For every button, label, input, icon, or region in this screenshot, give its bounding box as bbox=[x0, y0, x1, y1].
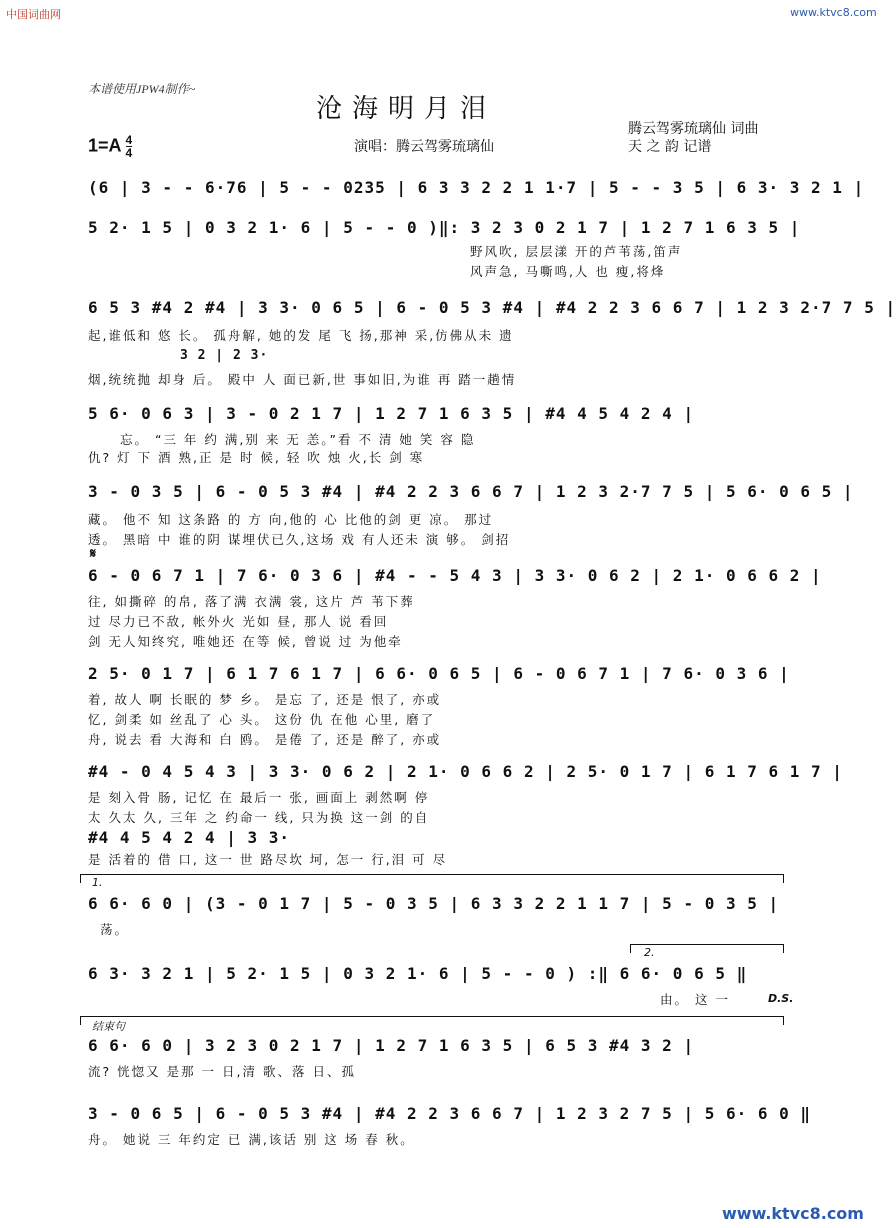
lyrics-row-3-verse-1: 起,谁低和 悠 长。 孤舟解, 她的发 尾 飞 扬,那神 采,仿佛从未 遗 bbox=[88, 328, 514, 343]
lyrics-row-5-verse-1: 藏。 他不 知 这条路 的 方 向,他的 心 比他的剑 更 凉。 那过 bbox=[88, 512, 494, 527]
page-title: 沧海明月泪 bbox=[316, 94, 497, 124]
notation-row-9: #4 4 5 4 2 4 | 3 3· bbox=[88, 828, 291, 847]
lyrics-row-6-verse-2: 过 尽力已不敌, 帐外火 光如 昼, 那人 说 看回 bbox=[88, 614, 389, 629]
time-signature bbox=[126, 134, 133, 159]
notation-row-11: 6 3· 3 2 1 | 5 2· 1 5 | 0 3 2 1· 6 | 5 - - 0 ) :‖ 6 6· 0 6 5 ‖ bbox=[88, 964, 748, 983]
lyrics-row-7-verse-2: 忆, 剑柔 如 丝乱了 心 头。 这份 仇 在他 心里, 磨了 bbox=[88, 712, 436, 727]
notation-row-12: 6 6· 6 0 | 3 2 3 0 2 1 7 | 1 2 7 1 6 3 5 | 6 5 3 #4 3 2 | bbox=[88, 1036, 695, 1055]
time-numerator: 4 bbox=[125, 133, 133, 147]
notation-row-1: (6 | 3 - - 6·76 | 5 - - 0235 | 6 3 3 2 2 1 1·7 | 5 - - 3 5 | 6 3· 3 2 1 | bbox=[88, 178, 865, 197]
lyrics-row-7-verse-1: 着, 故人 啊 长眠的 梦 乡。 是忘 了, 还是 恨了, 亦或 bbox=[88, 692, 442, 707]
notation-row-4: 5 6· 0 6 3 | 3 - 0 2 1 7 | 1 2 7 1 6 3 5 | #4 4 5 4 2 4 | bbox=[88, 404, 695, 423]
lyrics-row-5-verse-2: 透。 黑暗 中 谁的阴 谋埋伏已久,这场 戏 有人还未 演 够。 剑招 bbox=[88, 532, 511, 547]
volta-2-label: 2. bbox=[644, 946, 655, 959]
lyrics-row-8-verse-2: 太 久太 久, 三年 之 约命一 线, 只为换 这一剑 的自 bbox=[88, 810, 430, 825]
notation-row-8: #4 - 0 4 5 4 3 | 3 3· 0 6 2 | 2 1· 0 6 6 2 | 2 5· 0 1 7 | 6 1 7 6 1 7 | bbox=[88, 762, 843, 781]
lyrics-row-6-verse-1: 往, 如撕碎 的帛, 落了满 衣满 裳, 这片 芦 苇下葬 bbox=[88, 594, 415, 609]
watermark-bottom: www.ktvc8.com bbox=[722, 1204, 864, 1223]
key-signature bbox=[88, 134, 132, 159]
lyrics-row-7-verse-3: 舟, 说去 看 大海和 白 鸥。 是倦 了, 还是 醉了, 亦或 bbox=[88, 732, 442, 747]
volta-1-label: 1. bbox=[92, 876, 103, 889]
transcriber-credit: 天 之 韵 记谱 bbox=[628, 139, 712, 155]
notation-row-5: 3 - 0 3 5 | 6 - 0 5 3 #4 | #4 2 2 3 6 6 7 | 1 2 3 2·7 7 5 | 5 6· 0 6 5 | bbox=[88, 482, 854, 501]
segno-sign: 𝄋 bbox=[90, 546, 97, 562]
notation-row-10: 6 6· 6 0 | (3 - 0 1 7 | 5 - 0 3 5 | 6 3 3 2 2 1 1 7 | 5 - 0 3 5 | bbox=[88, 894, 780, 913]
lyrics-row-6-verse-3: 剑 无人知终究, 唯她还 在等 候, 曾说 过 为他牵 bbox=[88, 634, 403, 649]
lyrics-row-11: 由。 这 一 bbox=[660, 992, 730, 1007]
lyrics-row-2-verse-1: 野风吹, 层层漾 开的芦苇荡,笛声 bbox=[470, 244, 683, 259]
notation-row-6: 6 - 0 6 7 1 | 7 6· 0 3 6 | #4 - - 5 4 3 | 3 3· 0 6 2 | 2 1· 0 6 6 2 | bbox=[88, 566, 822, 585]
lyrics-row-12: 流? 恍惚又 是那 一 日,清 歌、落 日、孤 bbox=[88, 1064, 356, 1079]
lyrics-row-2-verse-2: 风声急, 马嘶鸣,人 也 瘦,将烽 bbox=[470, 264, 666, 279]
lyrics-row-13: 舟。 她说 三 年约定 已 满,该话 别 这 场 春 秋。 bbox=[88, 1132, 415, 1147]
ending-bracket bbox=[80, 1016, 784, 1025]
lyrics-row-4-verse-1: 忘。 “三 年 约 满,别 来 无 恙。”看 不 清 她 笑 容 隐 bbox=[120, 432, 476, 447]
composer-credit: 腾云驾雾琉璃仙 词曲 bbox=[628, 121, 759, 137]
lyrics-row-10: 荡。 bbox=[100, 922, 130, 937]
notation-row-7: 2 5· 0 1 7 | 6 1 7 6 1 7 | 6 6· 0 6 5 | 6 - 0 6 7 1 | 7 6· 0 3 6 | bbox=[88, 664, 790, 683]
lyrics-row-3-verse-2: 烟,统统抛 却身 后。 殿中 人 面已新,世 事如旧,为谁 再 踏一趟情 bbox=[88, 372, 517, 387]
notation-row-2: 5 2· 1 5 | 0 3 2 1· 6 | 5 - - 0 )‖: 3 2 3 0 2 1 7 | 1 2 7 1 6 3 5 | bbox=[88, 218, 801, 237]
notation-row-3-variant: 3 2 | 2 3· bbox=[180, 348, 269, 363]
watermark-right: www.ktvc8.com bbox=[790, 6, 877, 19]
lyrics-row-9-verse-1: 是 活着的 借 口, 这一 世 路尽坎 坷, 怎一 行,泪 可 尽 bbox=[88, 852, 448, 867]
watermark-left: 中国词曲网 bbox=[6, 8, 61, 21]
singer-credit: 演唱：腾云驾雾琉璃仙 bbox=[354, 139, 494, 155]
volta-1-bracket bbox=[80, 874, 784, 883]
lyrics-row-8-verse-1: 是 刻入骨 肠, 记忆 在 最后一 张, 画面上 剥然啊 停 bbox=[88, 790, 430, 805]
lyrics-row-4-verse-2: 仇? 灯 下 酒 熟,正 是 时 候, 轻 吹 烛 火,长 剑 寒 bbox=[88, 450, 425, 465]
key-label: 1=A bbox=[88, 135, 122, 156]
time-denominator: 4 bbox=[125, 146, 133, 160]
notation-row-3: 6 5 3 #4 2 #4 | 3 3· 0 6 5 | 6 - 0 5 3 #4 | #4 2 2 3 6 6 7 | 1 2 3 2·7 7 5 | bbox=[88, 298, 896, 317]
software-note: 本谱使用JPW4制作~ bbox=[88, 82, 196, 96]
dal-segno-mark: D.S. bbox=[768, 992, 794, 1005]
notation-row-13: 3 - 0 6 5 | 6 - 0 5 3 #4 | #4 2 2 3 6 6 7 | 1 2 3 2 7 5 | 5 6· 6 0 ‖ bbox=[88, 1104, 812, 1123]
ending-label: 结束句 bbox=[92, 1020, 125, 1033]
